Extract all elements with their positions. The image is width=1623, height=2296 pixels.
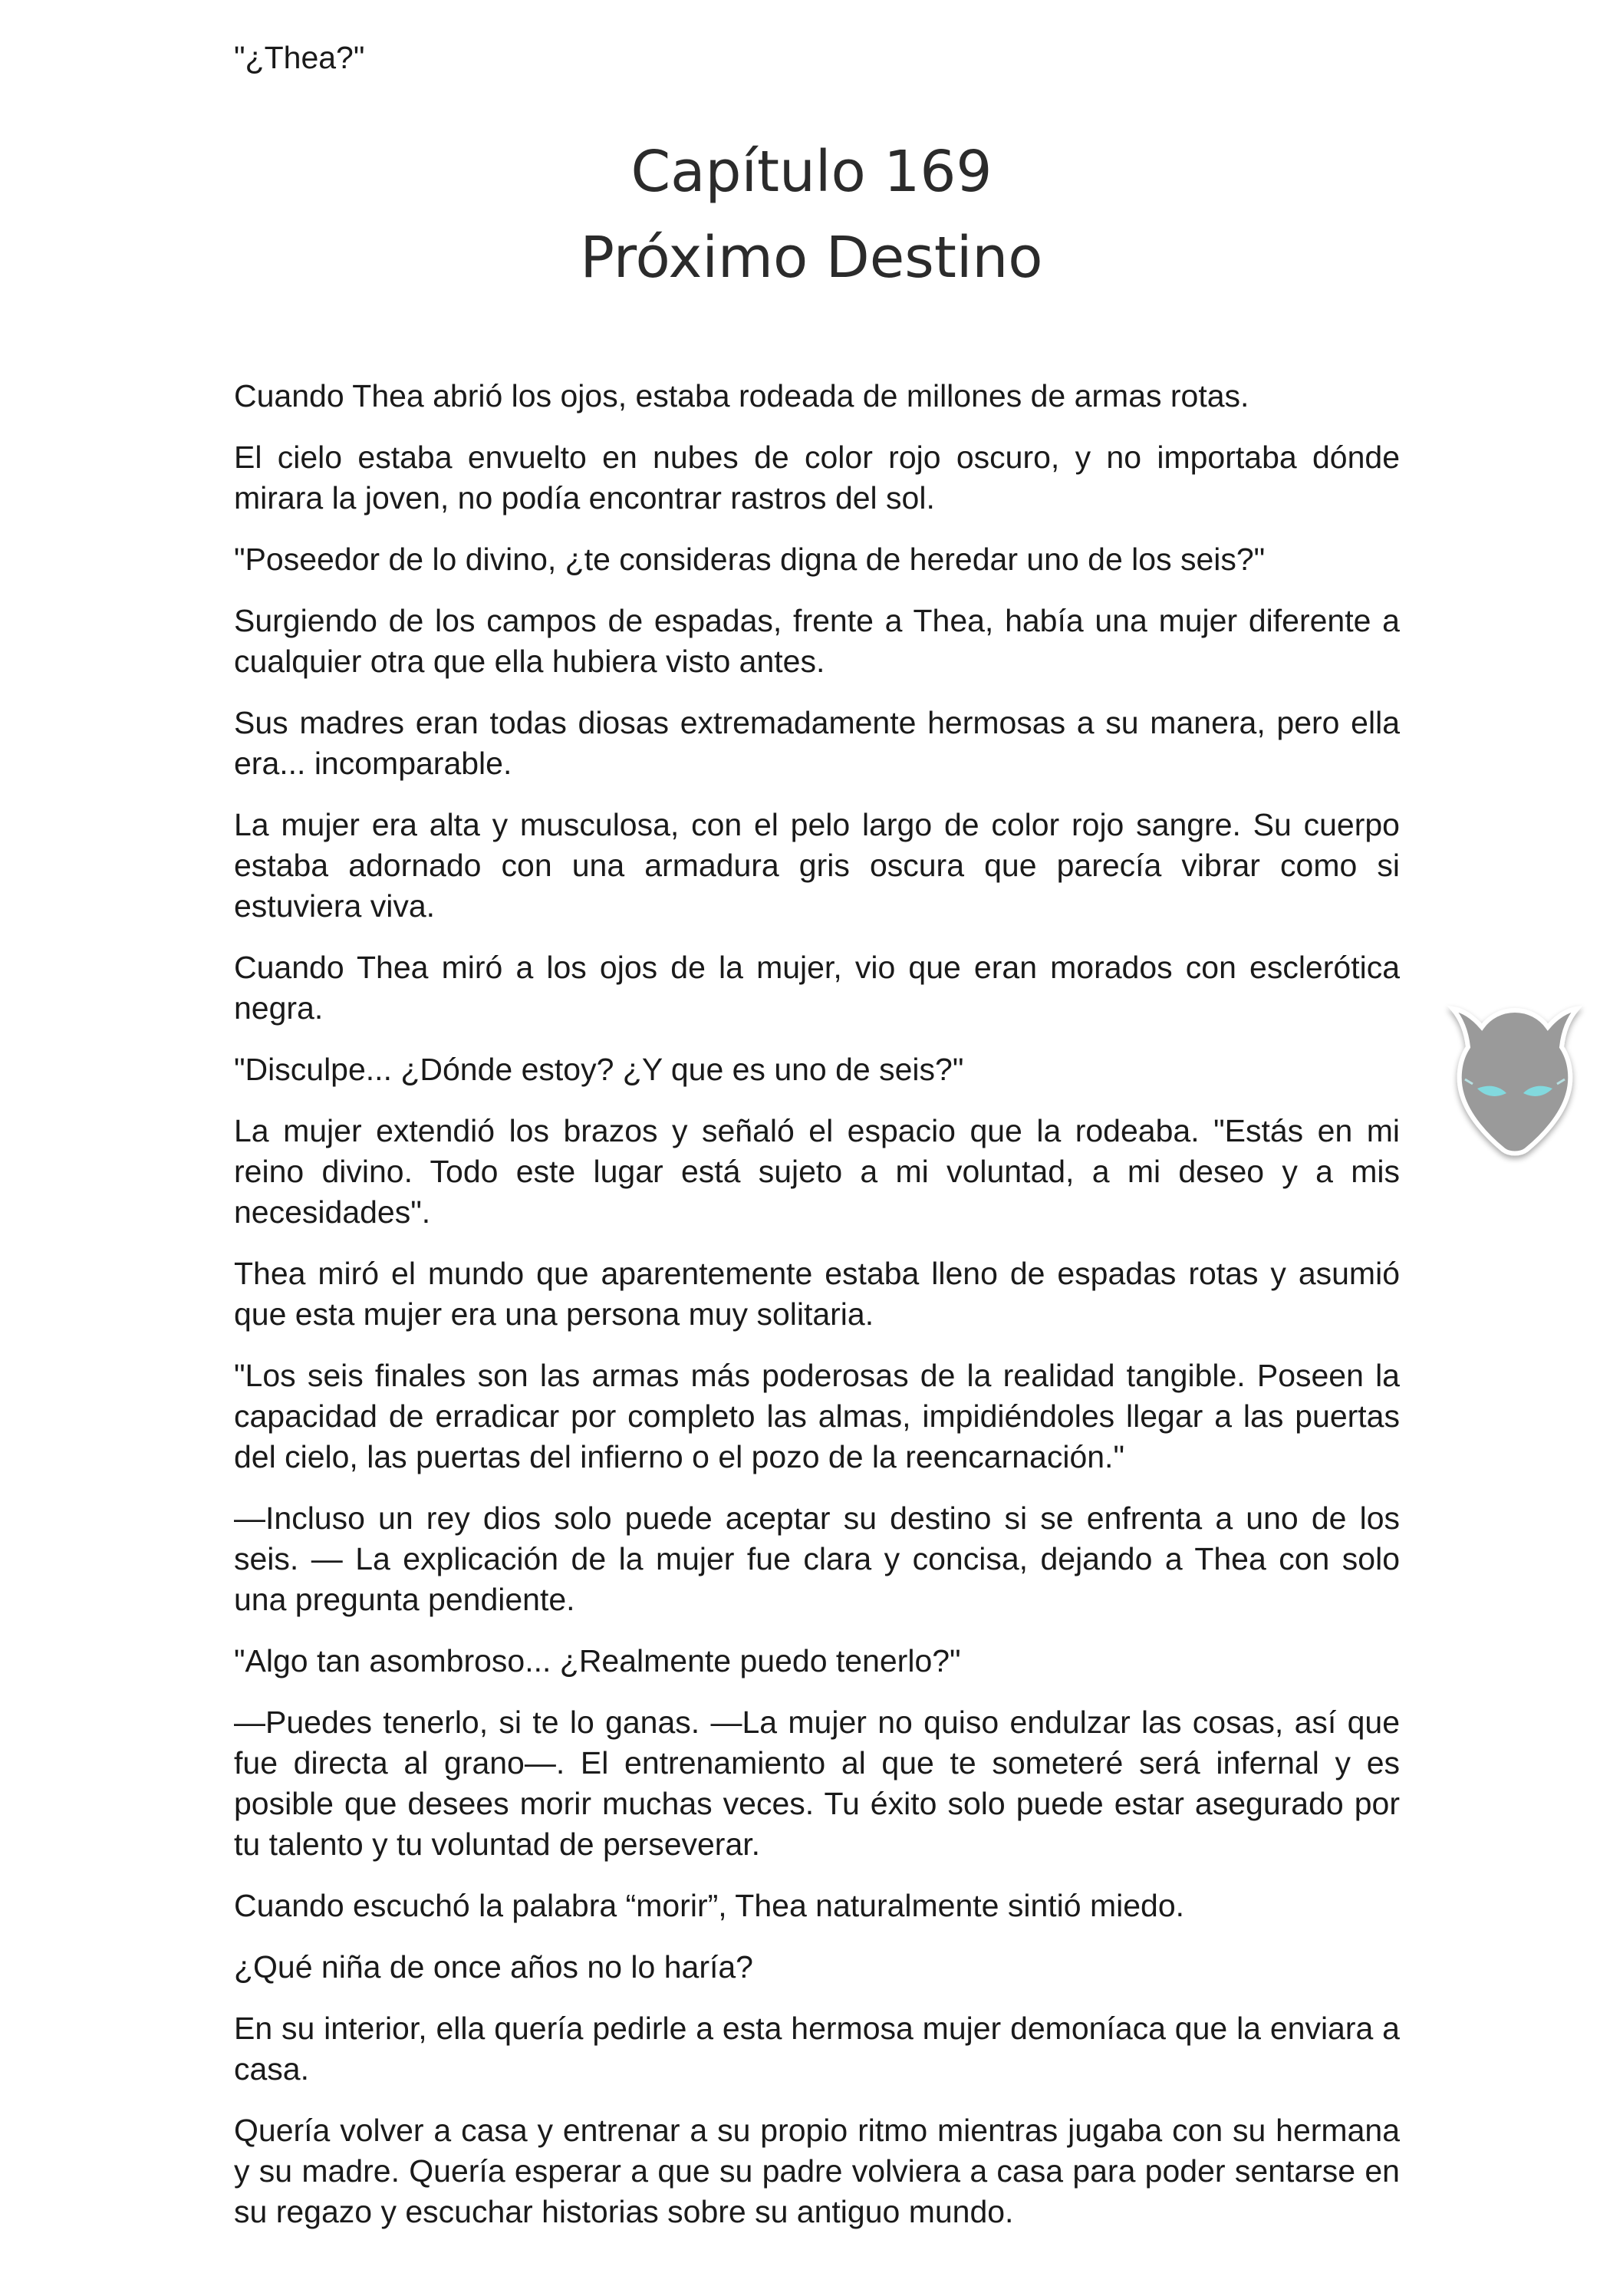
paragraph: Quería volver a casa y entrenar a su propio ritmo mientras jugaba con su hermana y su madre. Quería esperar a que su padre volviera a casa para poder sentarse en su regazo y escuchar historias sobre su antiguo mundo.	[234, 2113, 1400, 2229]
paragraph: "Poseedor de lo divino, ¿te consideras digna de heredar uno de los seis?"	[234, 542, 1266, 577]
paragraph: Sus madres eran todas diosas extremadamente hermosas a su manera, pero ella era... incomparable.	[234, 705, 1400, 781]
paragraph: —Incluso un rey dios solo puede aceptar su destino si se enfrenta a uno de los seis. — La explicación de la mujer fue clara y concisa, dejando a Thea con solo una pregunta pendiente.	[234, 1500, 1400, 1617]
chapter-title: Próximo Destino	[580, 225, 1043, 291]
paragraph: La mujer extendió los brazos y señaló el espacio que la rodeaba. "Estás en mi reino divino. Todo este lugar está sujeto a mi voluntad, a mi deseo y a mis necesidades".	[234, 1113, 1400, 1230]
paragraph: La mujer era alta y musculosa, con el pelo largo de color rojo sangre. Su cuerpo estaba adornado con una armadura gris oscura que parecía vibrar como si estuviera viva.	[234, 807, 1400, 924]
chapter-body	[234, 376, 1400, 2253]
paragraph: Surgiendo de los campos de espadas, frente a Thea, había una mujer diferente a cualquier otra que ella hubiera visto antes.	[234, 603, 1400, 679]
paragraph: Cuando Thea abrió los ojos, estaba rodeada de millones de armas rotas.	[234, 378, 1249, 413]
chapter-number: Capítulo 169	[630, 139, 993, 205]
paragraph: —Puedes tenerlo, si te lo ganas. —La mujer no quiso endulzar las cosas, así que fue directa al grano—. El entrenamiento al que te someteré será infernal y es posible que desees morir muchas veces. Tu éxito solo puede estar asegurado por tu talento y tu voluntad de perseverar.	[234, 1705, 1400, 1862]
paragraph: ¿Qué niña de once años no lo haría?	[234, 1949, 753, 1985]
paragraph: "Algo tan asombroso... ¿Realmente puedo tenerlo?"	[234, 1643, 961, 1678]
paragraph: El cielo estaba envuelto en nubes de color rojo oscuro, y no importaba dónde mirara la joven, no podía encontrar rastros del sol.	[234, 440, 1400, 516]
opening-dialogue-line: "¿Thea?"	[234, 40, 365, 75]
chapter-heading	[0, 129, 1623, 301]
paragraph: "Disculpe... ¿Dónde estoy? ¿Y que es uno de seis?"	[234, 1052, 964, 1087]
paragraph: Cuando escuchó la palabra “morir”, Thea naturalmente sintió miedo.	[234, 1888, 1185, 1923]
paragraph: En su interior, ella quería pedirle a esta hermosa mujer demoníaca que la enviara a casa.	[234, 2011, 1400, 2087]
paragraph: Thea miró el mundo que aparentemente estaba lleno de espadas rotas y asumió que esta mujer era una persona muy solitaria.	[234, 1256, 1400, 1332]
demon-head-watermark-icon	[1442, 993, 1588, 1170]
paragraph: Cuando Thea miró a los ojos de la mujer, vio que eran morados con esclerótica negra.	[234, 950, 1400, 1026]
paragraph: "Los seis finales son las armas más poderosas de la realidad tangible. Poseen la capacidad de erradicar por completo las almas, impidiéndoles llegar a las puertas del cielo, las puertas del infierno o el pozo de la reencarnación."	[234, 1358, 1400, 1474]
